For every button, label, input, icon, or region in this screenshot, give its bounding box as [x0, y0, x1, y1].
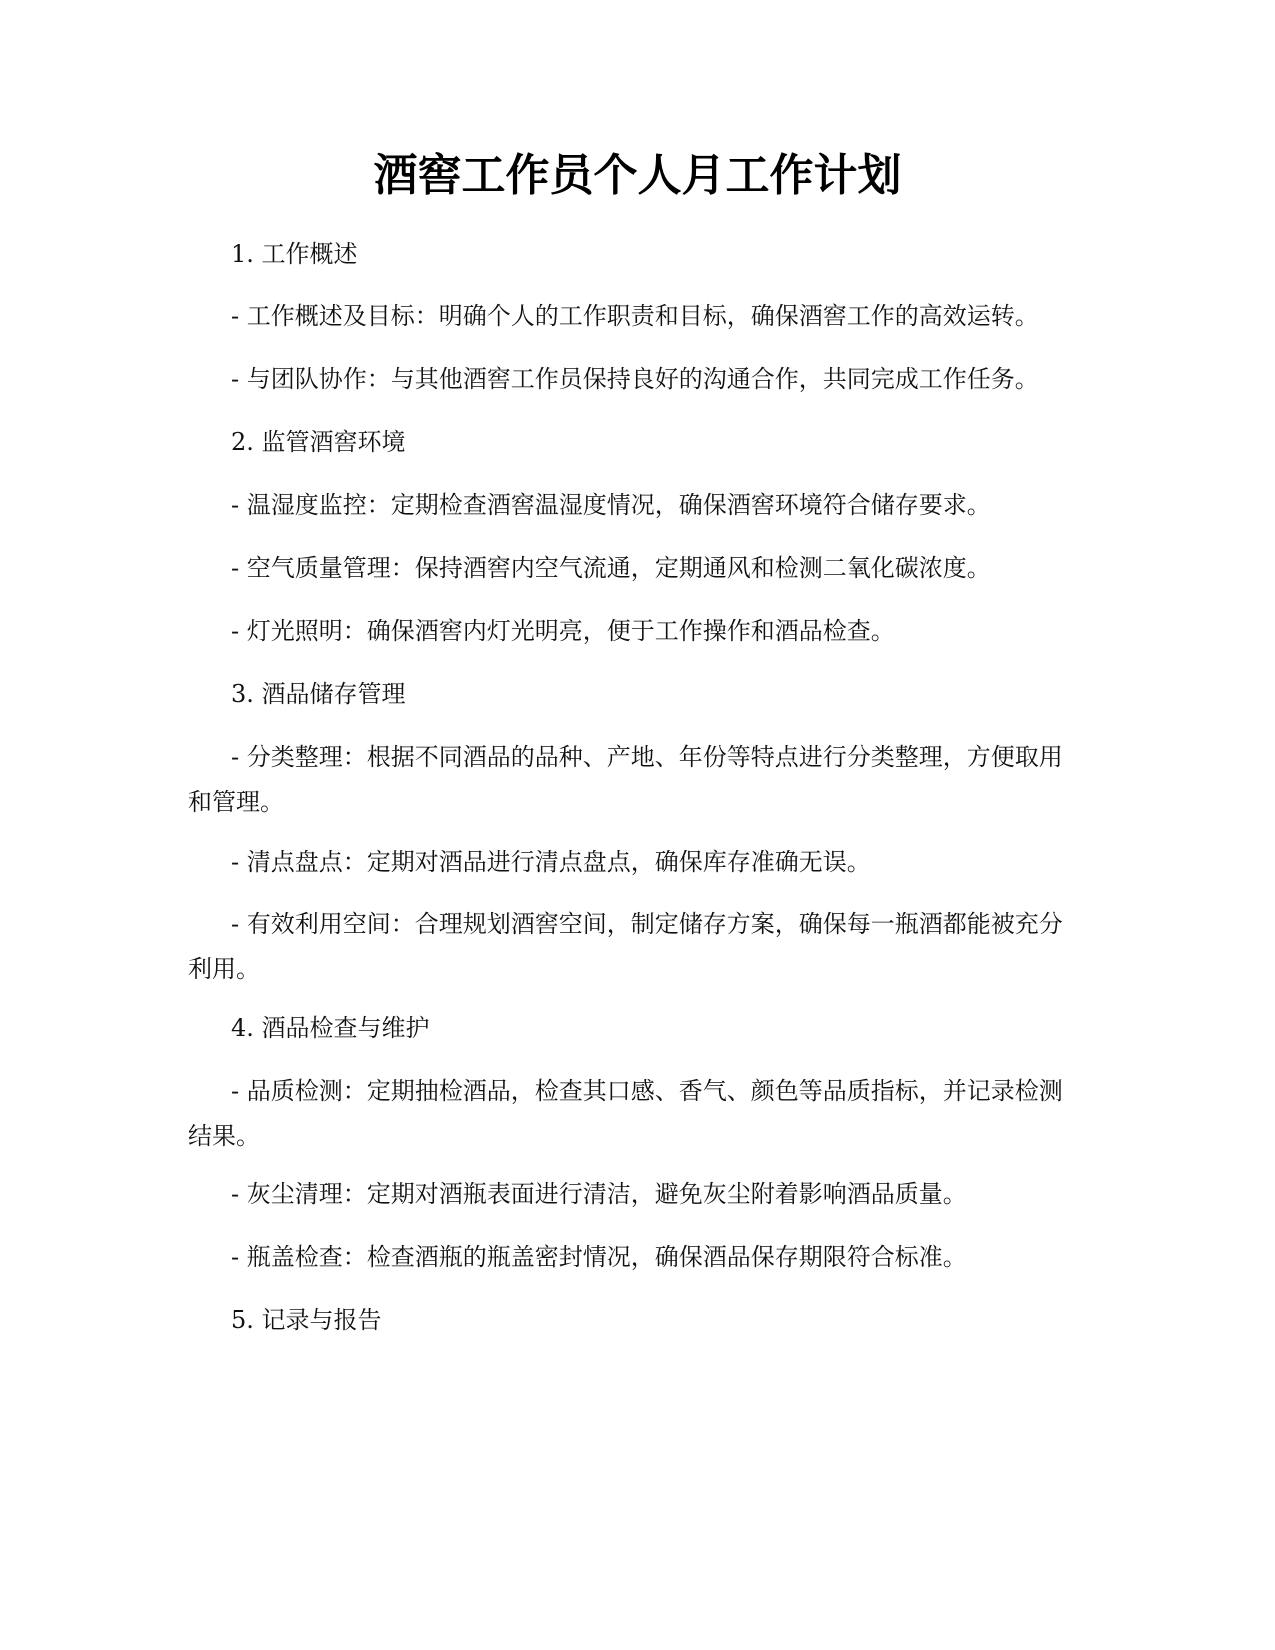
paragraph-dust-cleaning: - 灰尘清理：定期对酒瓶表面进行清洁，避免灰尘附着影响酒品质量。 [231, 1180, 967, 1208]
paragraph-lighting: - 灯光照明：确保酒窖内灯光明亮，便于工作操作和酒品检查。 [231, 617, 895, 645]
paragraph-teamwork: - 与团队协作：与其他酒窖工作员保持良好的沟通合作，共同完成工作任务。 [231, 365, 1039, 393]
section-heading-storage: 3. 酒品储存管理 [231, 680, 406, 708]
section-heading-records: 5. 记录与报告 [231, 1306, 382, 1334]
paragraph-quality-test: - 品质检测：定期抽检酒品，检查其口感、香气、颜色等品质指标，并记录检测结果。 [188, 1077, 1063, 1150]
section-heading-overview: 1. 工作概述 [231, 240, 358, 268]
section-heading-environment: 2. 监管酒窖环境 [231, 428, 406, 456]
page-title: 酒窖工作员个人月工作计划 [373, 150, 902, 201]
section-heading-inspection: 4. 酒品检查与维护 [231, 1014, 430, 1042]
paragraph-inventory: - 清点盘点：定期对酒品进行清点盘点，确保库存准确无误。 [231, 848, 871, 876]
paragraph-air-quality: - 空气质量管理：保持酒窖内空气流通，定期通风和检测二氧化碳浓度。 [231, 554, 991, 582]
paragraph-temperature: - 温湿度监控：定期检查酒窖温湿度情况，确保酒窖环境符合储存要求。 [231, 491, 991, 519]
paragraph-space: - 有效利用空间：合理规划酒窖空间，制定储存方案，确保每一瓶酒都能被充分利用。 [188, 910, 1063, 983]
paragraph-classification: - 分类整理：根据不同酒品的品种、产地、年份等特点进行分类整理，方便取用和管理。 [188, 743, 1063, 816]
paragraph-goals: - 工作概述及目标：明确个人的工作职责和目标，确保酒窖工作的高效运转。 [231, 302, 1039, 330]
paragraph-cap-check: - 瓶盖检查：检查酒瓶的瓶盖密封情况，确保酒品保存期限符合标准。 [231, 1243, 967, 1271]
